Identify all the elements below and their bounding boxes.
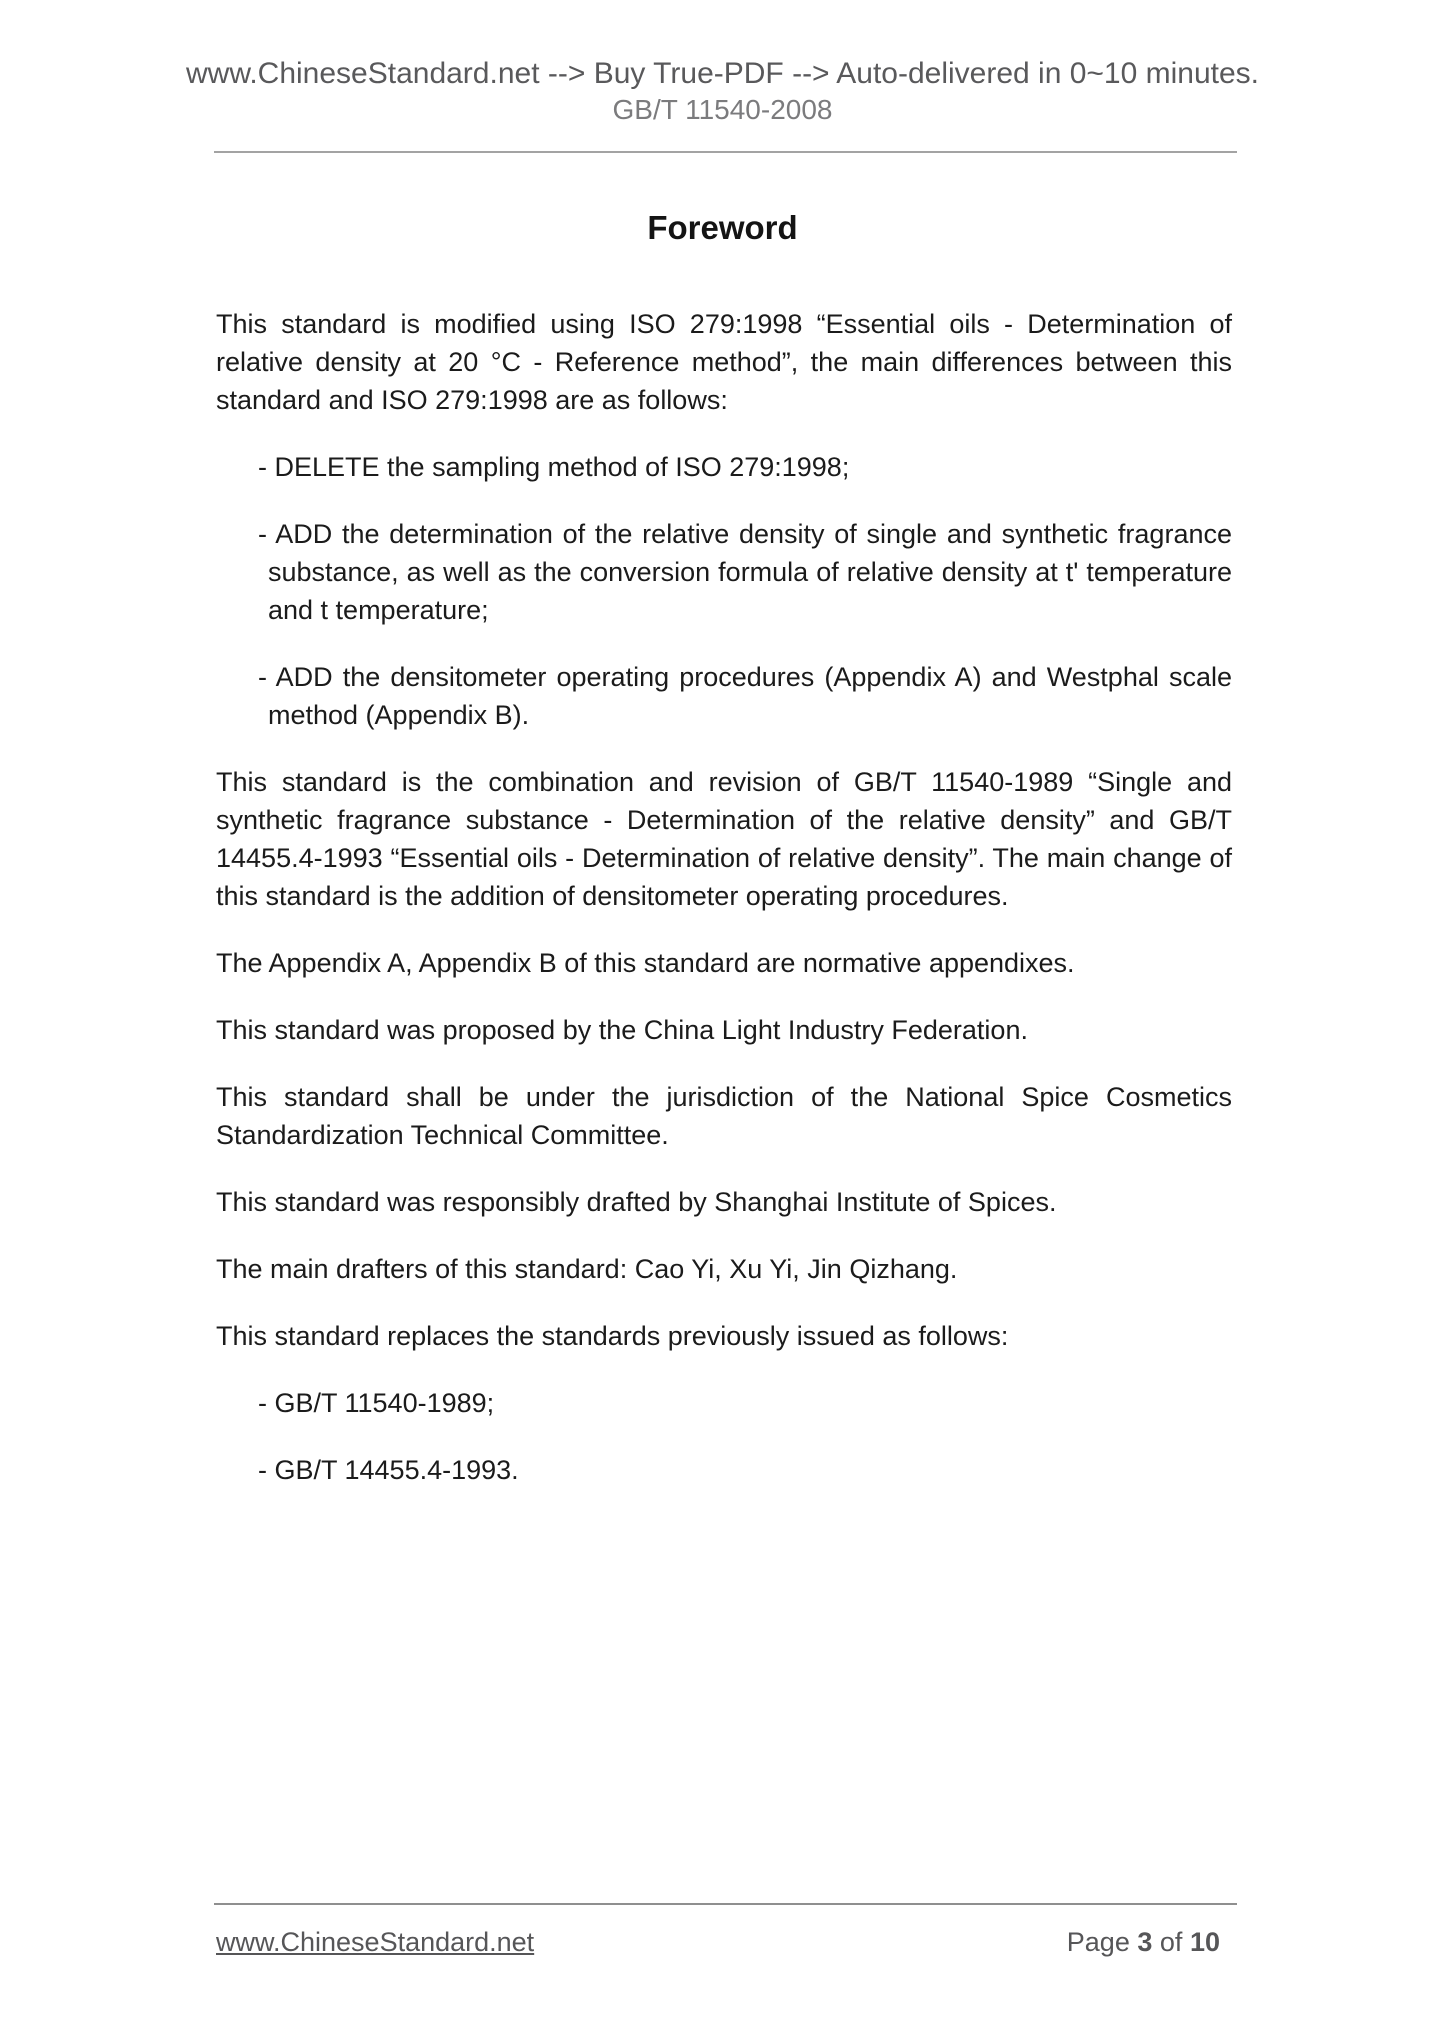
page-number-indicator — [1067, 1926, 1220, 1958]
bullet-item: - GB/T 14455.4-1993. — [258, 1455, 519, 1485]
paragraph: This standard was proposed by the China Light Industry Federation. — [216, 1015, 1028, 1045]
document-body — [216, 305, 1232, 1518]
header-divider — [214, 151, 1237, 153]
page-current: 3 — [1137, 1927, 1153, 1957]
page-total: 10 — [1189, 1927, 1220, 1957]
paragraph: This standard is modified using ISO 279:1998 “Essential oils - Determination of relative density at 20 °C - Reference method”, the main differences between this standard and ISO 279:1998 are as follows: — [216, 309, 1232, 415]
footer-divider — [214, 1903, 1237, 1905]
paragraph: This standard shall be under the jurisdiction of the National Spice Cosmetics Standardization Technical Committee. — [216, 1082, 1232, 1150]
bullet-item: - GB/T 11540-1989; — [258, 1388, 495, 1418]
page-header — [0, 56, 1445, 126]
bullet-item: - DELETE the sampling method of ISO 279:1998; — [258, 452, 850, 482]
paragraph: This standard is the combination and revision of GB/T 11540-1989 “Single and synthetic fragrance substance - Determination of the relative density” and GB/T 14455.4-1993 “Essential oils - Determination of relative density”. The main change of this standard is the addition of densitometer operating procedures. — [216, 767, 1232, 911]
paragraph: The main drafters of this standard: Cao Yi, Xu Yi, Jin Qizhang. — [216, 1254, 958, 1284]
paragraph: The Appendix A, Appendix B of this standard are normative appendixes. — [216, 948, 1075, 978]
page-connector: of — [1159, 1927, 1183, 1957]
header-site-banner: www.ChineseStandard.net --> Buy True-PDF --> Auto-delivered in 0~10 minutes. — [185, 57, 1260, 90]
page-label: Page — [1066, 1927, 1130, 1957]
paragraph: This standard was responsibly drafted by Shanghai Institute of Spices. — [216, 1187, 1057, 1217]
footer-site-link[interactable]: www.ChineseStandard.net — [216, 1927, 535, 1957]
bullet-item: - ADD the determination of the relative density of single and synthetic fragrance substance, as well as the conversion formula of relative density at t' temperature and t temperature; — [258, 519, 1232, 625]
page-title: Foreword — [647, 209, 798, 246]
bullet-item: - ADD the densitometer operating procedures (Appendix A) and Westphal scale method (Appendix B). — [258, 662, 1232, 730]
paragraph: This standard replaces the standards previously issued as follows: — [216, 1321, 1009, 1351]
standard-number: GB/T 11540-2008 — [612, 94, 833, 125]
page-footer — [216, 1926, 1220, 1958]
